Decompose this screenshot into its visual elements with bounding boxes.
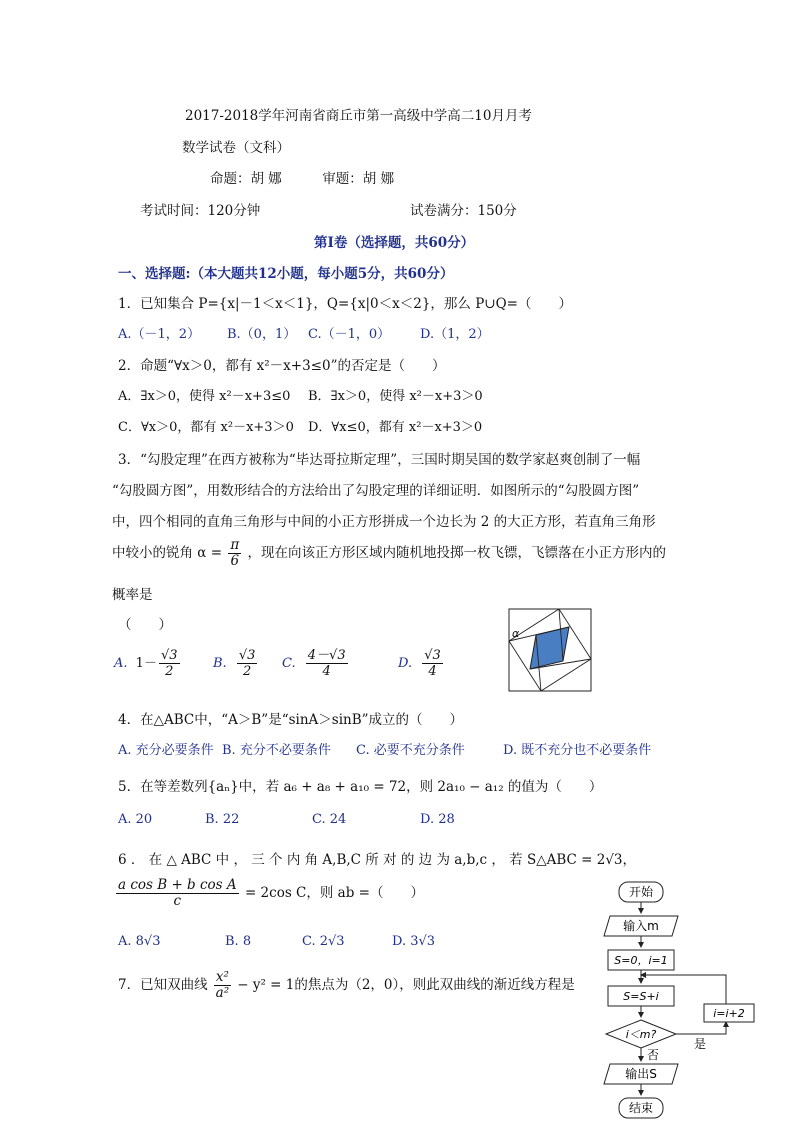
q4-option-b: B. 充分不必要条件: [222, 743, 331, 758]
q6-option-d: D. 3√3: [392, 934, 436, 949]
q5-option-a: A. 20: [118, 812, 153, 827]
full-score: 试卷满分：150分: [410, 203, 517, 219]
q3-option-a-pre: 1－: [135, 656, 157, 671]
q2-stem: 2．命题“∀x＞0，都有 x²－x+3≤0”的否定是（ ）: [118, 358, 446, 374]
q3-option-c: [282, 648, 350, 679]
q3-option-b-num: √3: [238, 648, 256, 663]
q7-frac-den: a²: [215, 985, 230, 1001]
q3-option-a-num: √3: [160, 648, 178, 663]
flow-end-text: 结束: [628, 1101, 654, 1115]
flow-condition-text: i＜m?: [625, 1028, 657, 1041]
exam-time: 考试时间：120分钟: [140, 203, 261, 219]
q3-line-3: 中，四个相同的直角三角形与中间的小正方形拼成一个边长为 2 的大正方形，若直角三角形: [112, 514, 656, 530]
q1-option-a: A.（－1，2）: [118, 327, 201, 342]
q6-frac-num: a cos B + b cos A: [118, 877, 237, 893]
q3-option-d-label: D.: [398, 656, 413, 671]
q3-alpha-num: π: [230, 537, 240, 553]
q4-option-d: D. 既不充分也不必要条件: [503, 743, 652, 758]
exam-subtitle: 数学试卷（文科）: [182, 140, 290, 156]
q2-option-b: B．∃x＞0，使得 x²－x+3＞0: [308, 389, 483, 404]
q1-option-d: D.（1，2）: [420, 327, 490, 342]
q1-stem: 1．已知集合 P={x|－1＜x＜1}，Q={x|0＜x＜2}，那么 P∪Q=（ ）: [118, 296, 572, 312]
q7-fraction: [214, 970, 231, 1001]
q1-option-b: B.（0，1）: [227, 327, 297, 342]
flow-yes-line: [676, 1022, 726, 1034]
pythagoras-figure: [508, 608, 592, 692]
q7-frac-num: x²: [215, 969, 229, 985]
q3-alpha-fraction: [228, 538, 241, 569]
q3-line-2: “勾股圆方图”，用数形结合的方法给出了勾股定理的详细证明．如图所示的“勾股圆方图”: [112, 483, 640, 499]
q3-line-5: 概率是: [112, 587, 153, 603]
q3-line-1: 3．“勾股定理”在西方被称为“毕达哥拉斯定理”，三国时期吴国的数学家赵爽创制了一幅: [118, 452, 641, 468]
alpha-label: α: [512, 627, 520, 640]
exam-title: 2017-2018学年河南省商丘市第一高级中学高二10月月考: [185, 108, 532, 124]
q3-option-c-num: 4－√3: [307, 648, 346, 663]
q2-option-c: C．∀x＞0，都有 x²－x+3＞0: [118, 420, 294, 435]
flow-input-text: 输入m: [623, 919, 659, 933]
q5-option-b: B. 22: [205, 812, 240, 827]
q3-option-d-num: √3: [424, 648, 441, 663]
q3-paren: （ ）: [118, 617, 172, 633]
q6-option-b: B. 8: [225, 934, 252, 949]
q2-option-d: D．∀x≤0，都有 x²－x+3＞0: [308, 420, 483, 435]
q3-option-b-den: 2: [242, 664, 252, 679]
q5-option-c: C. 24: [312, 812, 347, 827]
flow-update-text: S=S+i: [623, 990, 659, 1003]
q3-option-b: [213, 648, 259, 679]
q3-line-4-start: 中较小的锐角 α =: [112, 545, 223, 561]
q6-option-a: A. 8√3: [118, 934, 161, 949]
q3-option-d-den: 4: [428, 664, 437, 679]
q2-option-a: A．∃x＞0，使得 x²－x+3≤0: [118, 389, 291, 404]
flow-no-label: 否: [647, 1048, 660, 1062]
q3-option-a-label: A.: [114, 656, 128, 671]
q5-stem: 5．在等差数列{aₙ}中，若 a₆ + a₈ + a₁₀ = 72，则 2a₁₀ − a₁₂ 的值为（ ）: [118, 779, 603, 795]
flow-yes-label: 是: [694, 1037, 707, 1051]
q6-equation: [114, 878, 424, 909]
q6-stem: 6 ． 在 △ ABC 中 ， 三 个 内 角 A,B,C 所 对 的 边 为 a,b,c ， 若 S△ABC = 2√3，: [118, 852, 637, 868]
exam-authors: 命题：胡 娜 审题：胡 娜: [210, 171, 395, 187]
q6-fraction: [116, 878, 239, 909]
q3-option-b-label: B.: [213, 656, 227, 671]
q3-line-4: [112, 538, 666, 569]
q4-option-a: A. 充分必要条件: [118, 743, 214, 758]
q3-option-a-den: 2: [165, 664, 174, 679]
q3-alpha-den: 6: [230, 553, 240, 569]
q3-line-4-end: ，现在向该正方形区域内随机地投掷一枚飞镖，飞镖落在小正方形内的: [247, 545, 666, 561]
q4-option-c: C. 必要不充分条件: [356, 743, 465, 758]
q4-stem: 4．在△ABC中，“A＞B”是“sinA＞sinB”成立的（ ）: [118, 712, 464, 728]
q3-option-c-den: 4: [322, 664, 331, 679]
q3-option-a: [114, 648, 182, 679]
flowchart: [596, 878, 766, 1123]
q7-post: − y² = 1的焦点为（2，0），则此双曲线的渐近线方程是: [237, 977, 575, 993]
q1-option-c: C.（－1，0）: [308, 327, 391, 342]
q7-pre: 7．已知双曲线: [118, 977, 208, 993]
flow-output-text: 输出S: [625, 1067, 657, 1081]
flow-increment-text: i=i+2: [713, 1007, 745, 1020]
q6-frac-den: c: [173, 893, 182, 909]
q6-option-c: C. 2√3: [302, 934, 345, 949]
part-title: 第Ⅰ卷（选择题，共60分）: [314, 235, 475, 251]
flow-init-text: S=0，i=1: [614, 954, 668, 967]
q3-option-c-label: C.: [282, 656, 296, 671]
q5-option-d: D. 28: [420, 812, 455, 827]
q3-option-d: [398, 648, 445, 679]
q6-tail: = 2cos C，则 ab =（ ）: [244, 885, 424, 901]
section-title: 一、选择题:（本大题共12小题，每小题5分，共60分）: [118, 266, 454, 282]
q7-stem: [118, 970, 575, 1001]
flow-start-text: 开始: [628, 885, 654, 899]
